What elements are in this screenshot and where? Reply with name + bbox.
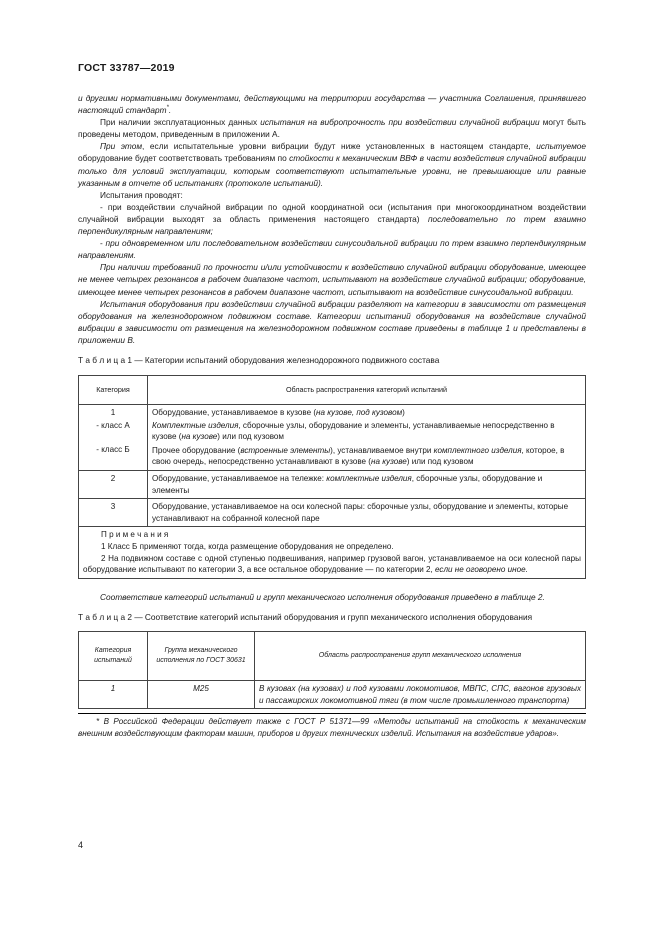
table1-cell-category: 3 (79, 499, 148, 527)
page-number: 4 (78, 840, 84, 850)
table2-cell-scope: В кузовах (на кузовах) и под кузовами локомотивов, МВПС, СПС, вагонов грузовых и пассажирских локомотивной тяги (в том числе промышленного транспорта) (255, 680, 586, 708)
table2-header-category: Категория испытаний (79, 631, 148, 680)
list-item-simultaneous: - при одновременном или последовательном воздействии синусоидальной вибрации по трем взаимно перпендикулярным направлениям. (78, 238, 586, 261)
table1-cell-scope: Оборудование, устанавливаемое на оси колесной пары: сборочные узлы, оборудование и элементы, которые устанавливают на собранной колесной паре (148, 499, 586, 527)
document-body (78, 92, 586, 739)
table2-cell-group: М25 (148, 680, 255, 708)
list-item-single-axis: - при воздействии случайной вибрации по одной координатной оси (испытания при многокоординатном воздействии случайной вибрации выходят за область применения настоящего стандарта) последовательно по трем взаимно перпендикулярным направлениям; (78, 201, 586, 237)
table2-cell-category: 1 (79, 680, 148, 708)
table1-header-category: Категория (79, 376, 148, 405)
table1-cell-category: 2 (79, 471, 148, 499)
table2-header-scope: Область распространения групп механического исполнения (255, 631, 586, 680)
table1-cell-scope: Оборудование, устанавливаемое на тележке: комплектные изделия, сборочные узлы, оборудование и элементы (148, 471, 586, 499)
paragraph-categories: Испытания оборудования при воздействии случайной вибрации разделяют на категории в зависимости от размещения оборудования на железнодорожном подвижном составе. Категории испытаний оборудования на воздействие случайной вибрации в зависимости от размещения на железнодорожном подвижном составе приведены в таблице 1 и представлены в приложении В. (78, 298, 586, 345)
table1 (78, 375, 586, 579)
table1-cell-category: 1 - класс А - класс Б (79, 405, 148, 471)
footnote-separator (78, 713, 586, 714)
table2 (78, 631, 586, 709)
table1-header-scope: Область распространения категорий испытаний (148, 376, 586, 405)
paragraph-test-levels: При этом, если испытательные уровни вибрации будут ниже установленных в настоящем стандарте, испытуемое оборудование будет соответствовать требованиям по стойкости к механическим ВВФ в части воздействия случайной вибрации только для условий эксплуатации, которым соответствуют испытательные уровни, не превышающие или равные указанным в отчете об испытаниях (протоколе испытаний). (78, 141, 587, 188)
table1-cell-scope: Оборудование, устанавливаемое в кузове (на кузове, под кузовом) Комплектные изделия, сборочные узлы, оборудование и элементы, устанавливаемые непосредственно в кузове (на кузове) или под кузовом Прочее оборудование (встроенные элементы), устанавливаемое внутри комплектного изделия, которое, в свою очередь, непосредственно устанавливают в кузове (на кузове) или под кузовом (148, 405, 586, 471)
footnote: * В Российской Федерации действует также с ГОСТ Р 51371—99 «Методы испытаний на стойкость к механическим внешним воздействующим факторам машин, приборов и других технических изделий. Испытания на воздействие ударов». (78, 717, 586, 738)
table2-header-group: Группа механического исполнения по ГОСТ 30631 (148, 631, 255, 680)
paragraph-table2-intro: Соответствие категорий испытаний и групп механического исполнения оборудования приведено в таблице 2. (100, 591, 545, 602)
table1-notes: П р и м е ч а н и я 1 Класс Б применяют тогда, когда размещение оборудования не определено. 2 На подвижном составе с одной ступенью подвешивания, например грузовой вагон, устанавливаемое на оси колесной пары оборудование испытывают по категории 3, а все остальное оборудование — по категории 2, если не оговорено иное. (79, 527, 586, 578)
paragraph-resonances: При наличии требований по прочности и/или устойчивости к воздействию случайной вибрации оборудование, имеющее не менее четырех резонансов в рабочем диапазоне частот, испытывают на воздействие случайной вибрации; оборудование, имеющее менее четырех резонансов в рабочем диапазоне частот, испытывают на воздействие синусоидальной вибрации. (78, 262, 586, 297)
table1-caption: Т а б л и ц а 1 — Категории испытаний оборудования железнодорожного подвижного состава (78, 354, 440, 365)
document-id-header: ГОСТ 33787—2019 (78, 62, 175, 74)
paragraph-operational-data: При наличии эксплуатационных данных испытания на вибропрочность при воздействии случайной вибрации могут быть проведены методом, приведенным в приложении А. (78, 117, 586, 140)
table2-caption: Т а б л и ц а 2 — Соответствие категорий испытаний оборудования и групп механического исполнения оборудования (78, 611, 533, 622)
paragraph-tests-conducted: Испытания проводят: (100, 189, 183, 200)
paragraph-continuation: и другими нормативными документами, действующими на территории государства — участника Соглашения, принявшего настоящий стандарт*. (78, 93, 586, 116)
